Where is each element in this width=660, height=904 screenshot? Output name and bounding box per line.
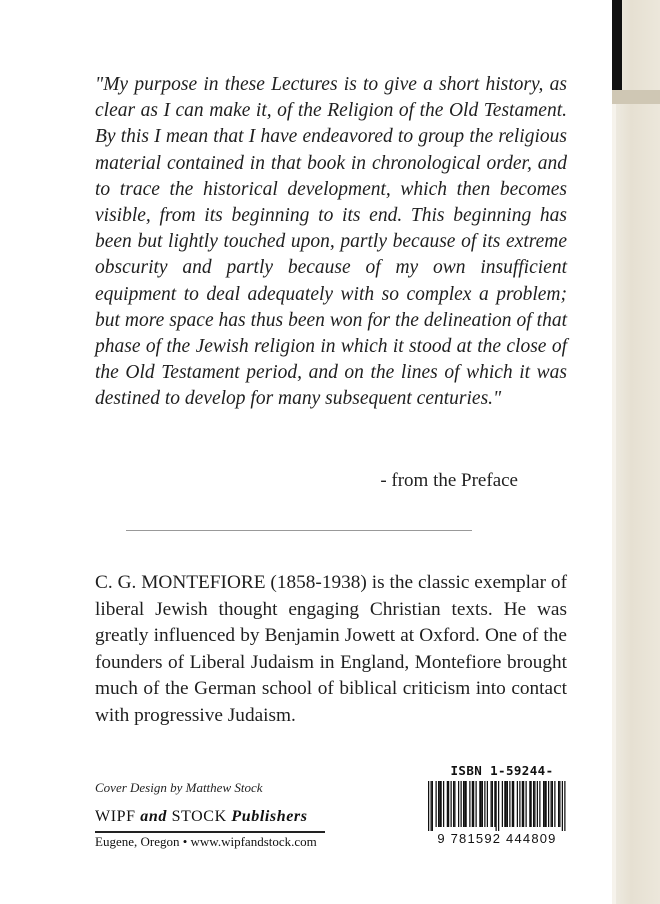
barcode-bar: [534, 781, 535, 827]
barcode-bar: [438, 781, 439, 827]
barcode-bar: [484, 781, 485, 827]
barcode-digits: 9 781592 444809: [426, 831, 568, 846]
barcode-bar: [504, 781, 505, 827]
barcode-bar: [491, 781, 492, 827]
barcode-bar: [451, 781, 452, 827]
preface-quote: "My purpose in these Lectures is to give a short history, as clear as I can make it, of the Religion of the Old Testament. By this I mean that I have endeavored to group the religious material contained in that book in chronological order, and to trace the historical development, which then becomes visible, from its beginning to its end. This beginning has been but lightly touched upon, partly because of its extreme obscurity and partly because of my own insufficient equipment to deal adequately with so complex a problem; but more space has thus been won for the delineation of that phase of the Jewish religion in which it stood at the close of the Old Testament period, and on the lines of which it was destined to develop for many subsequent centuries.": [95, 74, 567, 410]
barcode-bar: [472, 781, 473, 827]
isbn-label: ISBN 1-59244-: [450, 763, 554, 778]
barcode-bar: [469, 781, 470, 827]
barcode-bar: [509, 781, 510, 827]
barcode-bar: [546, 781, 547, 827]
barcode-bar: [496, 781, 497, 831]
barcode-bar: [533, 781, 534, 827]
barcode-bar: [466, 781, 467, 827]
barcode-bar: [453, 781, 454, 827]
barcode-bar: [447, 781, 448, 827]
barcode-bar: [431, 781, 432, 831]
barcode-bar: [482, 781, 483, 827]
barcode-bar: [526, 781, 527, 827]
publisher-word-wipf: WIPF: [95, 808, 136, 825]
barcode-bars: [428, 781, 566, 831]
barcode-bar: [522, 781, 523, 827]
publisher-rule: [95, 831, 325, 833]
barcode-bar: [487, 781, 488, 827]
barcode-bar: [519, 781, 520, 827]
barcode-bar: [539, 781, 540, 827]
barcode-bar: [562, 781, 563, 831]
barcode-bar: [476, 781, 477, 827]
barcode-bar: [439, 781, 440, 827]
barcode-bar: [443, 781, 444, 827]
barcode-bar: [463, 781, 464, 827]
publisher-location: Eugene, Oregon • www.wipfandstock.com: [95, 834, 317, 849]
barcode-bar: [441, 781, 442, 827]
barcode-bar: [502, 781, 503, 827]
barcode-bar: [513, 781, 514, 827]
barcode-bar: [464, 781, 465, 827]
barcode-bar: [473, 781, 474, 827]
barcode-bar: [461, 781, 462, 827]
barcode-bar: [529, 781, 530, 827]
barcode-bar: [564, 781, 565, 831]
barcode-bar: [448, 781, 449, 827]
barcode-bar: [552, 781, 553, 827]
quote-attribution: - from the Preface: [380, 470, 518, 491]
barcode-bar: [498, 781, 499, 831]
publisher-word-and: and: [140, 808, 167, 825]
barcode-bar: [494, 781, 495, 827]
barcode-bar: [436, 781, 437, 827]
spine-band: [612, 90, 660, 104]
barcode-bar: [559, 781, 560, 827]
spine-page-edge: [612, 104, 616, 904]
barcode-bar: [506, 781, 507, 827]
spine-dark-strip: [612, 0, 622, 90]
barcode-bar: [512, 781, 513, 827]
barcode-bar: [551, 781, 552, 827]
barcode-bar: [558, 781, 559, 827]
barcode-bar: [523, 781, 524, 827]
book-spine-edge: [612, 0, 660, 904]
publisher-name: [95, 808, 308, 826]
barcode-bar: [481, 781, 482, 827]
barcode-bar: [432, 781, 433, 831]
publisher-word-publishers: Publishers: [231, 808, 308, 825]
barcode-bar: [479, 781, 480, 827]
cover-design-credit: Cover Design by Matthew Stock: [95, 780, 263, 795]
author-bio: C. G. MONTEFIORE (1858-1938) is the classic exemplar of liberal Jewish thought engaging Christian texts. He was greatly influenced by Benjamin Jowett at Oxford. One of the founders of Liberal Judaism in England, Montefiore brought much of the German school of biblical criticism into contact with progressive Judaism.: [95, 572, 567, 726]
barcode-bar: [454, 781, 455, 827]
barcode-bar: [554, 781, 555, 827]
barcode-bar: [543, 781, 544, 827]
section-divider: [126, 530, 472, 531]
barcode-bar: [492, 781, 493, 827]
barcode-bar: [507, 781, 508, 827]
barcode-bar: [428, 781, 429, 831]
barcode-image: [426, 781, 568, 831]
barcode-bar: [544, 781, 545, 827]
publisher-word-stock: STOCK: [171, 808, 227, 825]
barcode-bar: [517, 781, 518, 827]
barcode-bar: [458, 781, 459, 827]
barcode-bar: [531, 781, 532, 827]
barcode-bar: [548, 781, 549, 827]
barcode-bar: [537, 781, 538, 827]
